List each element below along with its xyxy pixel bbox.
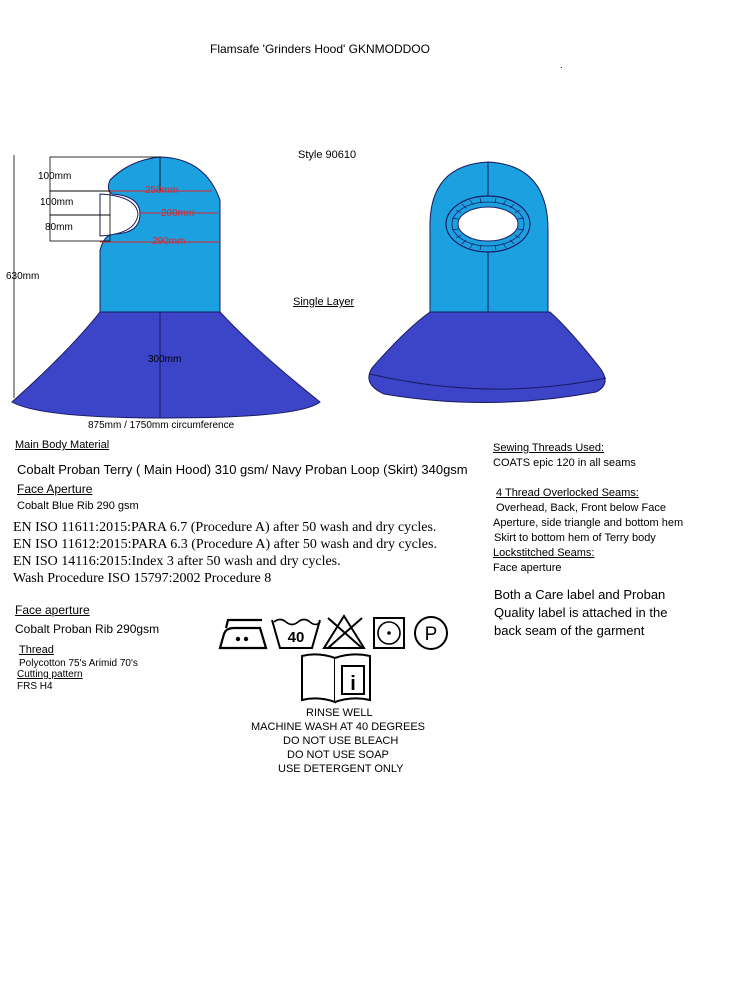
- cutting-heading: Cutting pattern: [17, 669, 83, 680]
- dim-label-200: 200mm: [161, 208, 195, 219]
- dim-label-100-top: 100mm: [38, 171, 72, 182]
- dim-label-300: 300mm: [148, 354, 182, 365]
- face-aperture-text: Cobalt Blue Rib 290 gsm: [17, 500, 139, 512]
- circumference-label: 875mm / 1750mm circumference: [88, 420, 235, 431]
- tumble-dry-icon: [374, 618, 404, 648]
- no-bleach-icon: [324, 616, 364, 648]
- wash-tub-icon: [272, 620, 320, 649]
- front-view-drawing: [369, 162, 606, 403]
- sewing-heading: Sewing Threads Used:: [493, 442, 605, 454]
- thread-heading: Thread: [19, 644, 54, 656]
- care-instruction: USE DETERGENT ONLY: [278, 763, 404, 775]
- dry-clean-letter: P: [424, 624, 438, 645]
- dim-label-80: 80mm: [45, 222, 73, 233]
- overlock-line: Aperture, side triangle and bottom hem: [493, 517, 684, 529]
- thread-text: Polycotton 75's Arimid 70's: [19, 658, 138, 669]
- dim-label-290: 290mm: [152, 236, 186, 247]
- lockstitch-text: Face aperture: [493, 562, 562, 574]
- care-instruction: DO NOT USE SOAP: [287, 749, 389, 761]
- cutting-text: FRS H4: [17, 681, 53, 692]
- face-aperture-inner: [458, 207, 518, 241]
- standard-line: EN ISO 11611:2015:PARA 6.7 (Procedure A) after 50 wash and dry cycles.: [13, 520, 437, 535]
- wash-temp: 40: [287, 629, 305, 646]
- overlock-line: Overhead, Back, Front below Face: [496, 502, 666, 514]
- dry-clean-icon: [415, 617, 447, 649]
- main-body-text: Cobalt Proban Terry ( Main Hood) 310 gsm/ Navy Proban Loop (Skirt) 340gsm: [17, 462, 468, 477]
- dim-label-630: 630mm: [6, 271, 40, 282]
- care-instruction: RINSE WELL: [306, 707, 373, 719]
- overlock-heading: 4 Thread Overlocked Seams:: [496, 487, 639, 499]
- label-line: Quality label is attached in the: [494, 605, 668, 620]
- face-aperture2-text: Cobalt Proban Rib 290gsm: [15, 622, 160, 636]
- title-dot: .: [560, 60, 563, 71]
- standard-line: EN ISO 11612:2015:PARA 6.3 (Procedure A) after 50 wash and dry cycles.: [13, 537, 437, 552]
- dim-label-250: 250mm: [145, 185, 179, 196]
- sewing-text: COATS epic 120 in all seams: [493, 457, 636, 469]
- label-line: back seam of the garment: [494, 623, 645, 638]
- hood-diagram: [0, 0, 737, 440]
- care-instruction: DO NOT USE BLEACH: [283, 735, 399, 747]
- standard-line: Wash Procedure ISO 15797:2002 Procedure 8: [13, 571, 272, 586]
- overlock-line: Skirt to bottom hem of Terry body: [494, 532, 656, 544]
- main-body-heading: Main Body Material: [15, 439, 110, 451]
- lockstitch-heading: Lockstitched Seams:: [493, 547, 595, 559]
- single-layer-label: Single Layer: [293, 296, 355, 308]
- care-instruction: MACHINE WASH AT 40 DEGREES: [251, 721, 426, 733]
- info-letter: i: [350, 673, 356, 695]
- page-title: Flamsafe 'Grinders Hood' GKNMODDOO: [210, 42, 430, 56]
- face-aperture2-heading: Face aperture: [15, 603, 90, 617]
- style-label: Style 90610: [298, 149, 357, 161]
- standard-line: EN ISO 14116:2015:Index 3 after 50 wash and dry cycles.: [13, 554, 341, 569]
- label-line: Both a Care label and Proban: [494, 587, 666, 602]
- iron-icon: [220, 620, 266, 648]
- side-skirt: [12, 312, 320, 418]
- dim-label-100-mid: 100mm: [40, 197, 74, 208]
- face-aperture-heading: Face Aperture: [17, 482, 93, 496]
- read-instructions-icon: [300, 652, 372, 704]
